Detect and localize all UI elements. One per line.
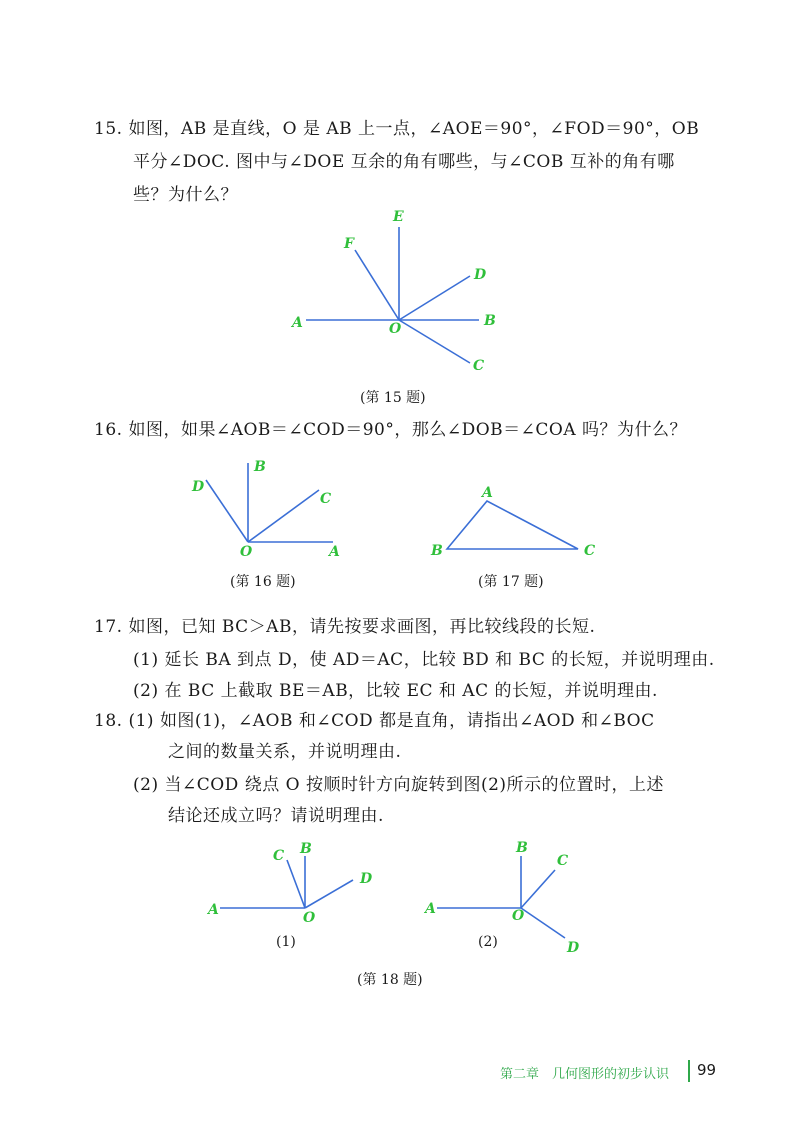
problem-15-number: 15. xyxy=(94,119,123,139)
label-D: D xyxy=(192,479,205,495)
label-F: F xyxy=(344,236,354,252)
problem-15-text-1: 如图，AB 是直线，O 是 AB 上一点，∠AOE＝90°，∠FOD＝90°，OB xyxy=(128,119,700,139)
problem-18-text-2: 之间的数量关系，并说明理由. xyxy=(168,742,402,762)
label-B: B xyxy=(300,841,312,857)
footer-divider xyxy=(688,1060,690,1082)
caption-18-2: (2) xyxy=(478,934,498,950)
problem-15-line-3: 些？为什么？ xyxy=(133,185,238,205)
caption-17: (第 17 题) xyxy=(478,574,544,590)
label-B: B xyxy=(516,840,528,856)
problem-16-text-1: 如图，如果∠AOB＝∠COD＝90°，那么∠DOB＝∠COA 吗？为什么？ xyxy=(128,420,688,440)
label-C: C xyxy=(473,358,485,374)
caption-16: (第 16 题) xyxy=(230,574,296,590)
label-A: A xyxy=(292,315,303,331)
ray-OC xyxy=(521,870,555,908)
problem-18-text-4: 结论还成立吗？请说明理由. xyxy=(168,806,384,826)
label-D: D xyxy=(567,940,580,956)
label-C: C xyxy=(584,543,596,559)
label-O: O xyxy=(240,544,253,560)
problem-15-line-2: 平分∠DOC. 图中与∠DOE 互余的角有哪些，与∠COB 互补的角有哪 xyxy=(133,152,675,172)
label-A: A xyxy=(482,485,493,501)
label-C: C xyxy=(320,491,332,507)
label-B: B xyxy=(431,543,443,559)
caption-18-1: (1) xyxy=(276,934,296,950)
caption-15: (第 15 题) xyxy=(360,390,426,406)
label-A: A xyxy=(208,902,219,918)
label-A: A xyxy=(329,544,340,560)
problem-16-number: 16. xyxy=(94,420,123,440)
label-B: B xyxy=(484,313,496,329)
caption-18: (第 18 题) xyxy=(357,972,423,988)
label-O: O xyxy=(512,908,525,924)
label-B: B xyxy=(254,459,266,475)
label-D: D xyxy=(474,267,487,283)
label-C: C xyxy=(557,853,569,869)
problem-17-number: 17. xyxy=(94,617,123,637)
problem-18-number: 18. xyxy=(94,711,123,731)
problem-17-text-1: 如图，已知 BC＞AB，请先按要求画图，再比较线段的长短. xyxy=(128,617,596,637)
label-O: O xyxy=(303,910,316,926)
label-O: O xyxy=(389,321,402,337)
page-number: 99 xyxy=(697,1061,717,1079)
label-C: C xyxy=(273,848,285,864)
footer-chapter-title: 第二章 几何图形的初步认识 xyxy=(500,1067,670,1082)
ray-OD xyxy=(521,908,565,938)
label-D: D xyxy=(360,871,373,887)
label-E: E xyxy=(393,209,404,225)
problem-18-text-1: (1) 如图(1)，∠AOB 和∠COD 都是直角，请指出∠AOD 和∠BOC xyxy=(128,711,655,731)
problem-18-sub-2: (2) 当∠COD 绕点 O 按顺时针方向旋转到图(2)所示的位置时，上述 xyxy=(133,775,665,795)
label-A: A xyxy=(425,901,436,917)
problem-17-sub-2: (2) 在 BC 上截取 BE＝AB，比较 EC 和 AC 的长短，并说明理由. xyxy=(133,681,658,701)
problem-17-sub-1: (1) 延长 BA 到点 D，使 AD＝AC，比较 BD 和 BC 的长短，并说明理由. xyxy=(133,650,715,670)
